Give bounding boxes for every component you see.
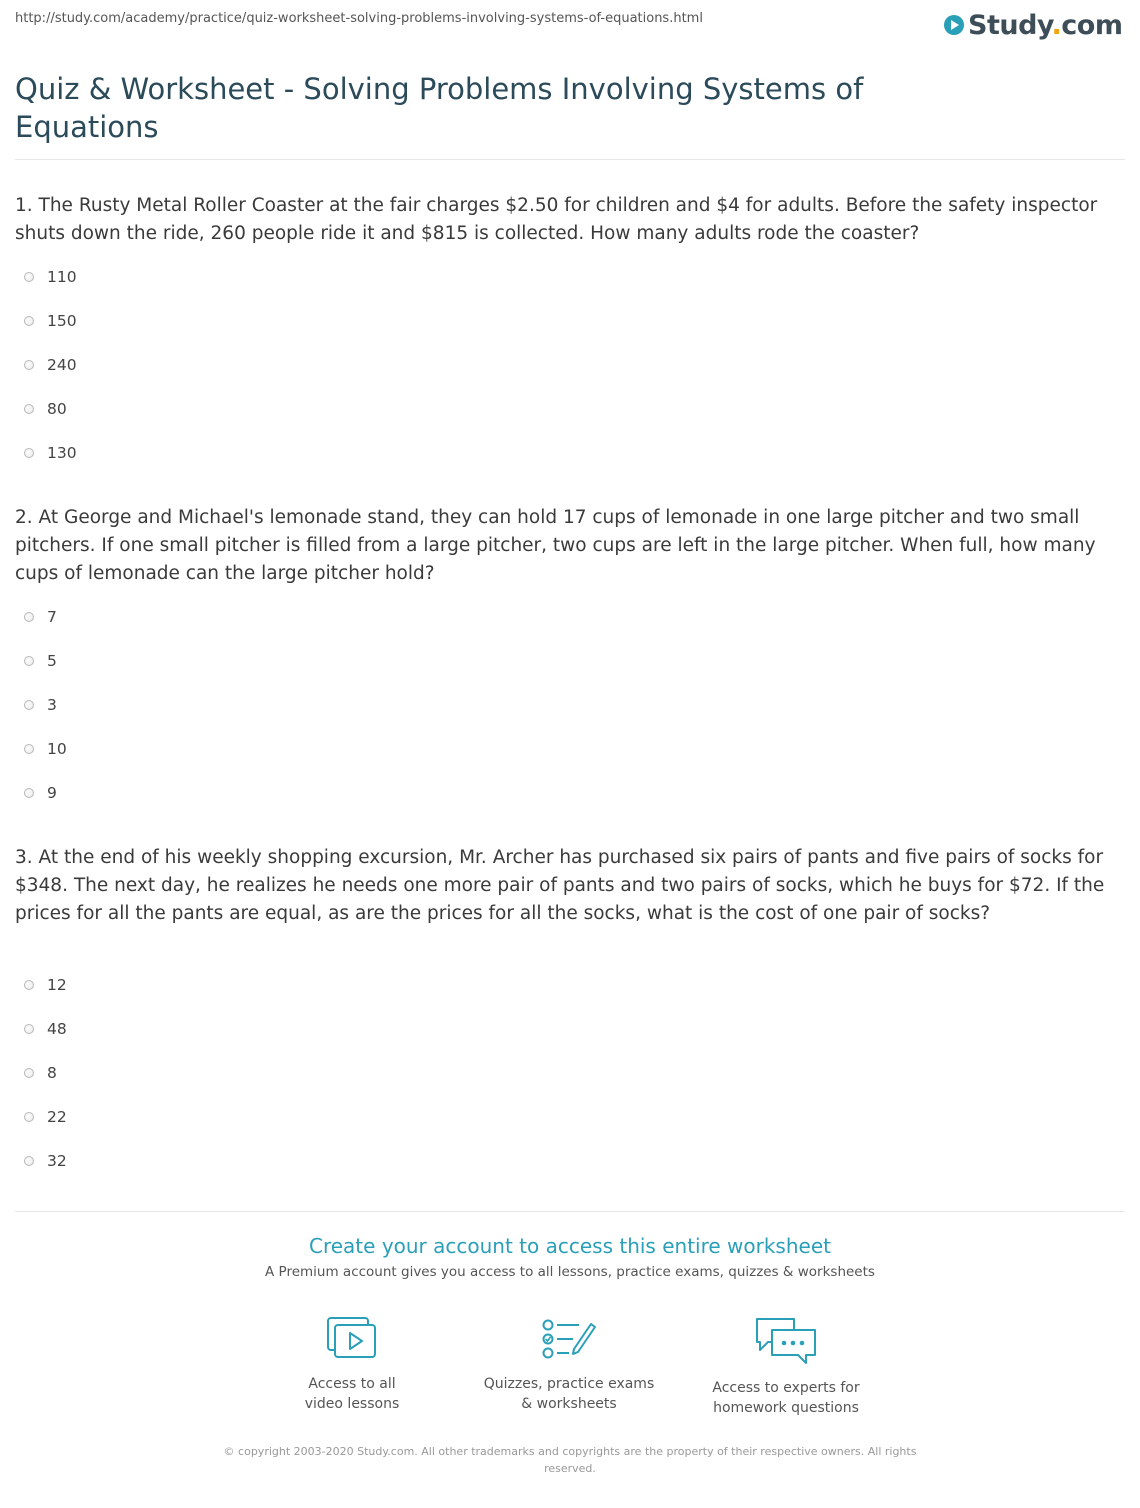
copyright: © copyright 2003-2020 Study.com. All other trademarks and copyrights are the property of their respective owners. All rights reserved.	[223, 1445, 917, 1475]
option-label: 32	[47, 1152, 67, 1170]
page-url: http://study.com/academy/practice/quiz-worksheet-solving-problems-involving-systems-of-equations.html	[15, 11, 703, 26]
q2-option-4[interactable]	[24, 738, 67, 760]
feature-experts	[686, 1316, 886, 1418]
q2-option-5[interactable]	[24, 782, 57, 804]
q3-option-2[interactable]	[24, 1018, 67, 1040]
option-label: 12	[47, 976, 67, 994]
divider	[15, 1211, 1125, 1212]
option-label: 130	[47, 444, 77, 462]
option-label: 22	[47, 1108, 67, 1126]
feature-label: Access to all video lessons	[304, 1376, 400, 1412]
feature-label: Access to experts for homework questions	[712, 1380, 860, 1416]
option-label: 80	[47, 400, 67, 418]
cta-title[interactable]: Create your account to access this entire worksheet	[309, 1234, 831, 1258]
radio-button[interactable]	[24, 744, 34, 754]
divider	[15, 159, 1125, 160]
option-label: 240	[47, 356, 77, 374]
q3-option-4[interactable]	[24, 1106, 67, 1128]
cta-subtitle: A Premium account gives you access to all lessons, practice exams, quizzes & worksheets	[265, 1264, 875, 1280]
q1-option-2[interactable]	[24, 310, 77, 332]
q3-option-5[interactable]	[24, 1150, 67, 1172]
radio-button[interactable]	[24, 980, 34, 990]
option-label: 10	[47, 740, 67, 758]
video-lesson-icon	[326, 1316, 378, 1362]
radio-button[interactable]	[24, 360, 34, 370]
option-label: 7	[47, 608, 57, 626]
radio-button[interactable]	[24, 448, 34, 458]
page-title: Quiz & Worksheet - Solving Problems Involving Systems of Equations	[15, 72, 864, 144]
feature-video-lessons	[252, 1316, 452, 1414]
option-label: 3	[47, 696, 57, 714]
radio-button[interactable]	[24, 1156, 34, 1166]
q3-option-1[interactable]	[24, 974, 67, 996]
q1-option-1[interactable]	[24, 266, 77, 288]
q2-option-2[interactable]	[24, 650, 57, 672]
study-logo[interactable]	[944, 6, 1123, 44]
radio-button[interactable]	[24, 1112, 34, 1122]
question-1-text: 1. The Rusty Metal Roller Coaster at the fair charges $2.50 for children and $4 for adults. Before the safety inspector shuts down the ride, 260 people ride it and $815 is collected. How many adults rode the coaster?	[15, 195, 1098, 244]
option-label: 8	[47, 1064, 57, 1082]
question-3-text: 3. At the end of his weekly shopping excursion, Mr. Archer has purchased six pairs of pants and five pairs of socks for $348. The next day, he realizes he needs one more pair of pants and two pairs of socks, which he buys for $72. If the prices for all the pants are equal, as are the prices for all the socks, what is the cost of one pair of socks?	[15, 847, 1105, 924]
feature-label: Quizzes, practice exams & worksheets	[483, 1376, 655, 1412]
expert-chat-icon	[754, 1316, 818, 1366]
radio-button[interactable]	[24, 612, 34, 622]
question-2-text: 2. At George and Michael's lemonade stand, they can hold 17 cups of lemonade in one large pitcher and two small pitchers. If one small pitcher is filled from a large pitcher, two cups are left in the large pitcher. When full, how many cups of lemonade can the large pitcher hold?	[15, 507, 1096, 584]
option-label: 48	[47, 1020, 67, 1038]
q1-option-4[interactable]	[24, 398, 67, 420]
option-label: 150	[47, 312, 77, 330]
q2-option-3[interactable]	[24, 694, 57, 716]
radio-button[interactable]	[24, 788, 34, 798]
option-label: 110	[47, 268, 77, 286]
q2-option-1[interactable]	[24, 606, 57, 628]
radio-button[interactable]	[24, 272, 34, 282]
quiz-checklist-icon	[541, 1316, 597, 1362]
radio-button[interactable]	[24, 1068, 34, 1078]
radio-button[interactable]	[24, 404, 34, 414]
q3-option-3[interactable]	[24, 1062, 57, 1084]
q1-option-3[interactable]	[24, 354, 77, 376]
radio-button[interactable]	[24, 656, 34, 666]
logo-text: Study.com	[968, 9, 1123, 41]
radio-button[interactable]	[24, 1024, 34, 1034]
radio-button[interactable]	[24, 316, 34, 326]
option-label: 9	[47, 784, 57, 802]
option-label: 5	[47, 652, 57, 670]
q1-option-5[interactable]	[24, 442, 77, 464]
radio-button[interactable]	[24, 700, 34, 710]
feature-quizzes	[469, 1316, 669, 1414]
play-icon	[944, 15, 964, 35]
